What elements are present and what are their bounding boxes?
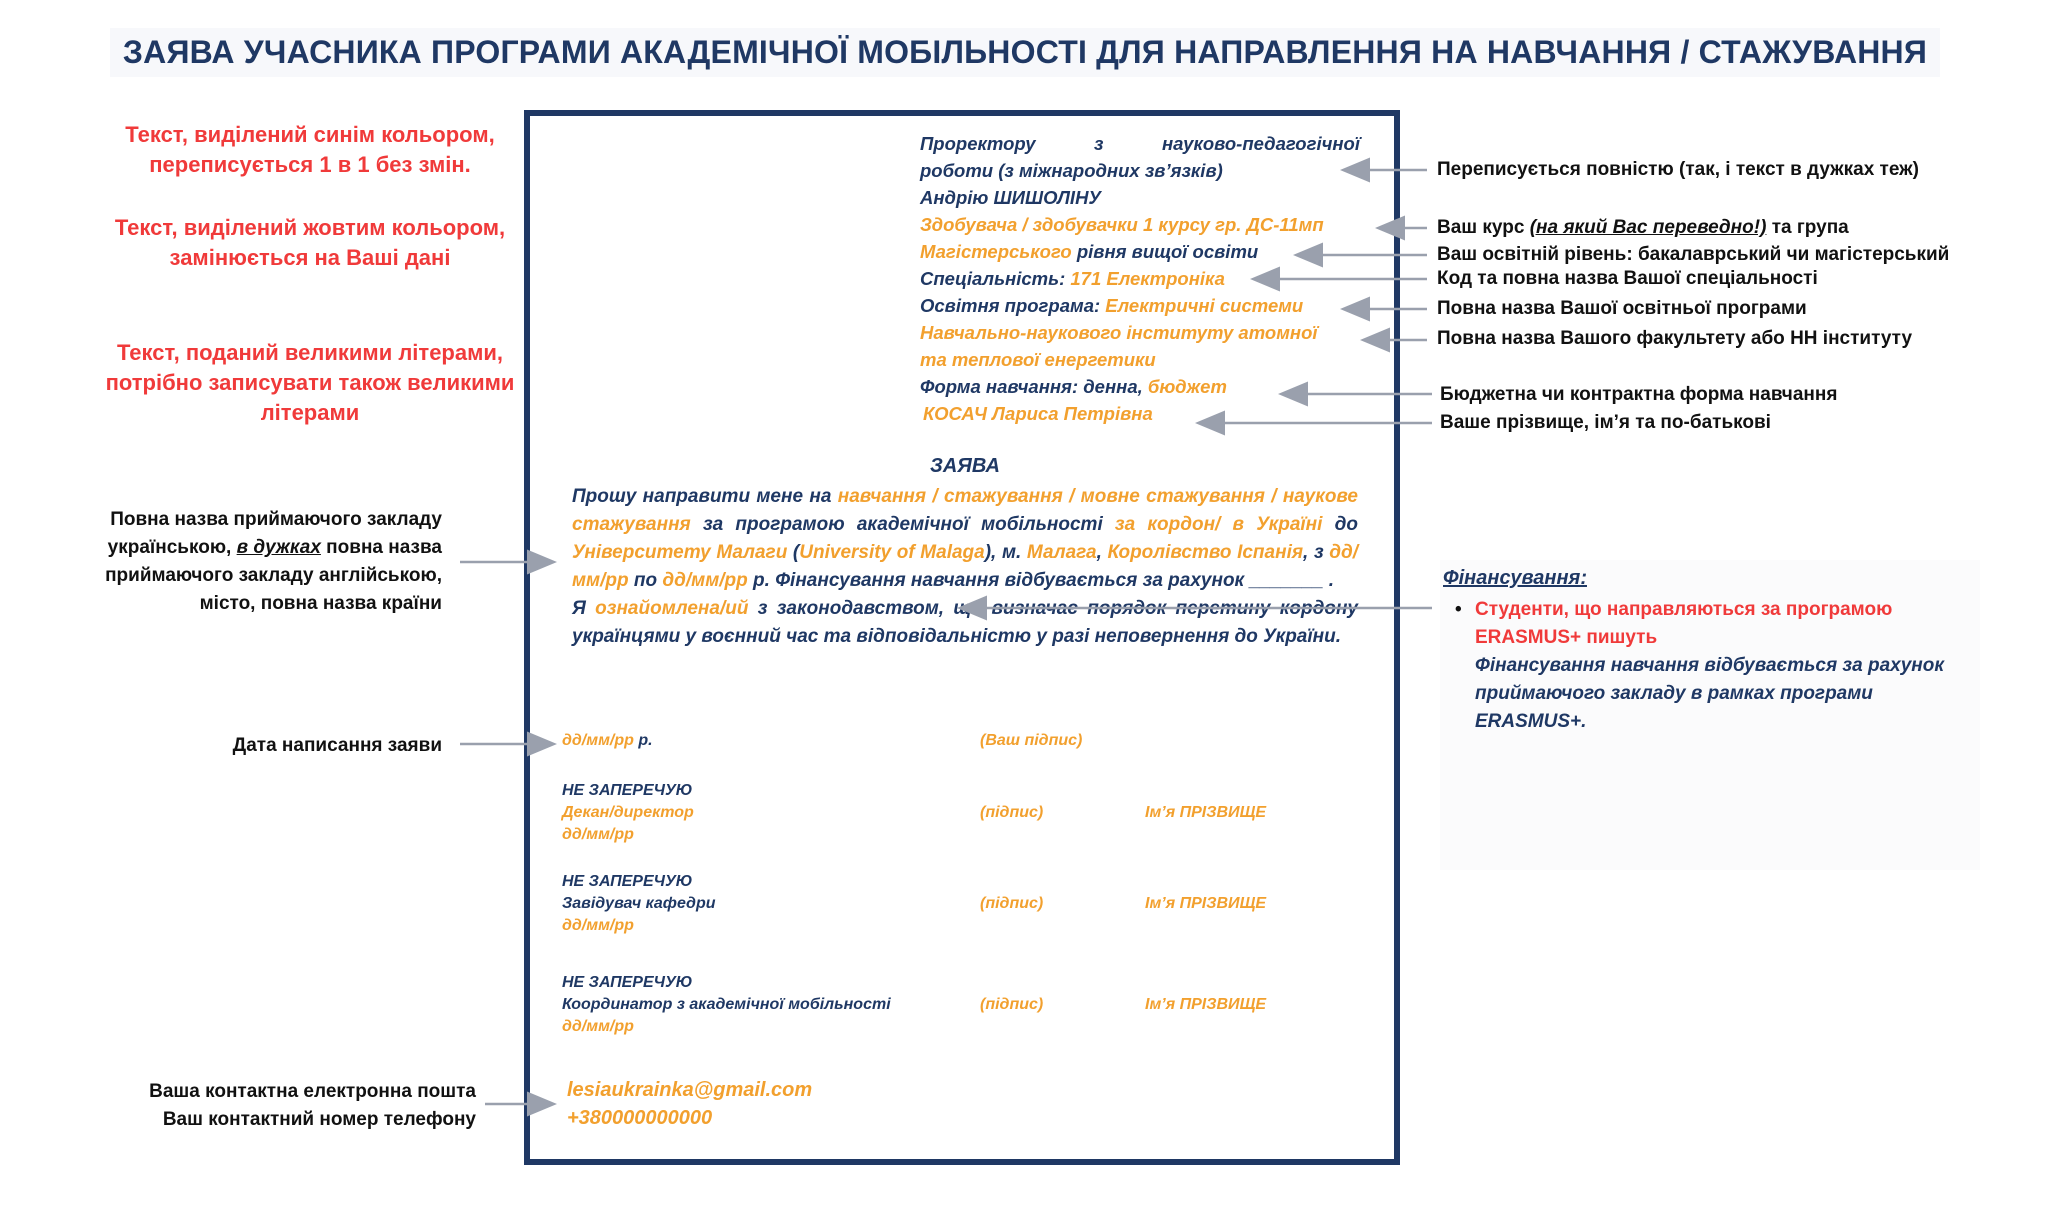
p1-s13: дд/мм/рр xyxy=(572,542,1359,591)
approve-label: НЕ ЗАПЕРЕЧУЮ xyxy=(562,782,693,799)
approval-date: дд/мм/рр xyxy=(562,1018,634,1035)
note-program: Повна назва Вашої освітньої програми xyxy=(1437,298,1807,319)
p2-s0: Я xyxy=(572,598,596,619)
own-signature-placeholder: (Ваш підпис) xyxy=(980,732,1083,749)
note-host-c: повна назва приймаючого закладу англійською, місто, повна назва країни xyxy=(105,537,442,614)
note-rewrite-fully: Переписується повністю (так, і текст в дужках теж) xyxy=(1437,159,1919,180)
p1-s7: University of Malaga xyxy=(799,542,985,563)
approval-date: дд/мм/рр xyxy=(562,917,634,934)
header-line-11: КОСАЧ Лариса Петрівна xyxy=(923,403,1153,424)
p1-s11: Королівство Іспанія xyxy=(1107,542,1304,563)
contact-phone: +380000000000 xyxy=(567,1107,713,1129)
approve-label: НЕ ЗАПЕРЕЧУЮ xyxy=(562,974,693,991)
p2-s1: ознайомлена/ий xyxy=(595,598,749,619)
approver-role: Декан/директор xyxy=(562,804,694,821)
note-full-name: Ваше прізвище, ім’я та по-батькові xyxy=(1440,412,1771,433)
note-host-b: в дужках xyxy=(236,537,321,558)
financing-red-text: Студенти, що направляються за програмою ERASMUS+ пишуть xyxy=(1475,599,1893,648)
header-l10a: Форма навчання: денна, xyxy=(920,376,1148,397)
header-l1b: з xyxy=(1094,133,1104,154)
p1-s3: за кордон/ в Україні xyxy=(1114,514,1323,535)
note-education-level: Ваш освітній рівень: бакалаврський чи магістерський xyxy=(1437,244,1950,265)
coordinator-name-placeholder: Ім’я ПРІЗВИЩЕ xyxy=(1145,996,1267,1013)
note-faculty: Повна назва Вашого факультету або НН інституту xyxy=(1437,328,1913,349)
p1-s5: Університету Малаги xyxy=(572,542,788,563)
header-l1a: Проректору xyxy=(920,133,1036,154)
header-line-8: Навчально-наукового інституту атомної xyxy=(920,322,1318,343)
header-line-4: Здобувача / здобувачки 1 курсу гр. ДС-11мп xyxy=(920,214,1324,235)
date-suffix: р. xyxy=(633,732,653,749)
application-heading: ЗАЯВА xyxy=(930,455,1000,477)
header-l7a: Освітня програма: xyxy=(920,295,1106,316)
dean-name-placeholder: Ім’я ПРІЗВИЩЕ xyxy=(1145,804,1267,821)
note-study-form: Бюджетна чи контрактна форма навчання xyxy=(1440,384,1838,405)
dean-signature-placeholder: (підпис) xyxy=(980,804,1044,821)
p1-s9: Малага xyxy=(1026,542,1097,563)
header-l5a: Магістерського xyxy=(920,241,1072,262)
bullet-icon: • xyxy=(1455,599,1462,620)
header-line-2: роботи (з міжнародних зв’язків) xyxy=(920,160,1223,181)
header-line-9: та теплової енергетики xyxy=(920,349,1156,370)
p1-s15: дд/мм/рр xyxy=(662,570,748,591)
header-l10b: бюджет xyxy=(1147,376,1227,397)
note-course-c: та група xyxy=(1766,217,1849,238)
legend-caps-rule: Текст, поданий великими літерами, потрібно записувати також великими літерами xyxy=(105,340,515,425)
legend-yellow-rule: Текст, виділений жовтим кольором, замінюється на Ваші дані xyxy=(114,215,506,270)
p1-s8: ), м. xyxy=(984,542,1027,563)
header-l1c: науково-педагогічної xyxy=(1161,133,1360,154)
approval-date: дд/мм/рр xyxy=(562,826,634,843)
financing-title: Фінансування: xyxy=(1443,567,1587,589)
p1-s16: р. Фінансування навчання відбувається за рахунок _______ . xyxy=(747,570,1334,591)
p1-s14: по xyxy=(628,570,663,591)
head-signature-placeholder: (підпис) xyxy=(980,895,1044,912)
head-name-placeholder: Ім’я ПРІЗВИЩЕ xyxy=(1145,895,1267,912)
coordinator-signature-placeholder: (підпис) xyxy=(980,996,1044,1013)
p1-s12: , з xyxy=(1303,542,1330,563)
p2-s2: з законодавством, що визначає порядок перетину кордону українцями у воєнний час та відповідальністю у разі неповернення до України. xyxy=(572,598,1358,647)
header-l6b: 171 Електроніка xyxy=(1070,268,1225,289)
financing-navy-text: Фінансування навчання відбувається за рахунок приймаючого закладу в рамках програми ERASMUS+. xyxy=(1475,655,1944,732)
header-l6a: Спеціальність: xyxy=(920,268,1071,289)
note-phone: Ваш контактний номер телефону xyxy=(162,1109,476,1130)
note-specialty: Код та повна назва Вашої спеціальності xyxy=(1437,268,1818,289)
approver-role: Координатор з академічної мобільності xyxy=(562,996,891,1013)
note-course-a: Ваш курс xyxy=(1437,217,1530,238)
p1-s6: ( xyxy=(787,542,800,563)
p1-s10: , xyxy=(1096,542,1108,563)
p1-s0: Прошу направити мене на xyxy=(572,486,838,507)
p1-s2: за програмою академічної мобільності xyxy=(690,514,1115,535)
header-l7b: Електричні системи xyxy=(1105,295,1304,316)
note-host-a: Повна назва приймаючого закладу українською, xyxy=(107,509,442,558)
note-course-b: (на який Вас переведно!) xyxy=(1529,217,1767,238)
note-email: Ваша контактна електронна пошта xyxy=(149,1081,476,1102)
header-l5b: рівня вищої освіти xyxy=(1071,241,1259,262)
approve-label: НЕ ЗАПЕРЕЧУЮ xyxy=(562,873,693,890)
p1-s4: до xyxy=(1322,514,1358,535)
contact-email: lesiaukrainka@gmail.com xyxy=(567,1079,813,1101)
approver-role: Завідувач кафедри xyxy=(562,895,716,912)
header-line-3: Андрію ШИШОЛІНУ xyxy=(920,187,1101,208)
page-title: ЗАЯВА УЧАСНИКА ПРОГРАМИ АКАДЕМІЧНОЇ МОБІЛЬНОСТІ ДЛЯ НАПРАВЛЕННЯ НА НАВЧАННЯ / СТАЖУВАННЯ xyxy=(110,28,1940,77)
note-date: Дата написання заяви xyxy=(232,735,442,756)
date-placeholder: дд/мм/рр xyxy=(562,732,634,749)
p1-s1: навчання / стажування / мовне стажування / наукове стажування xyxy=(572,486,1358,535)
legend-blue-rule: Текст, виділений синім кольором, переписується 1 в 1 без змін. xyxy=(125,122,495,177)
